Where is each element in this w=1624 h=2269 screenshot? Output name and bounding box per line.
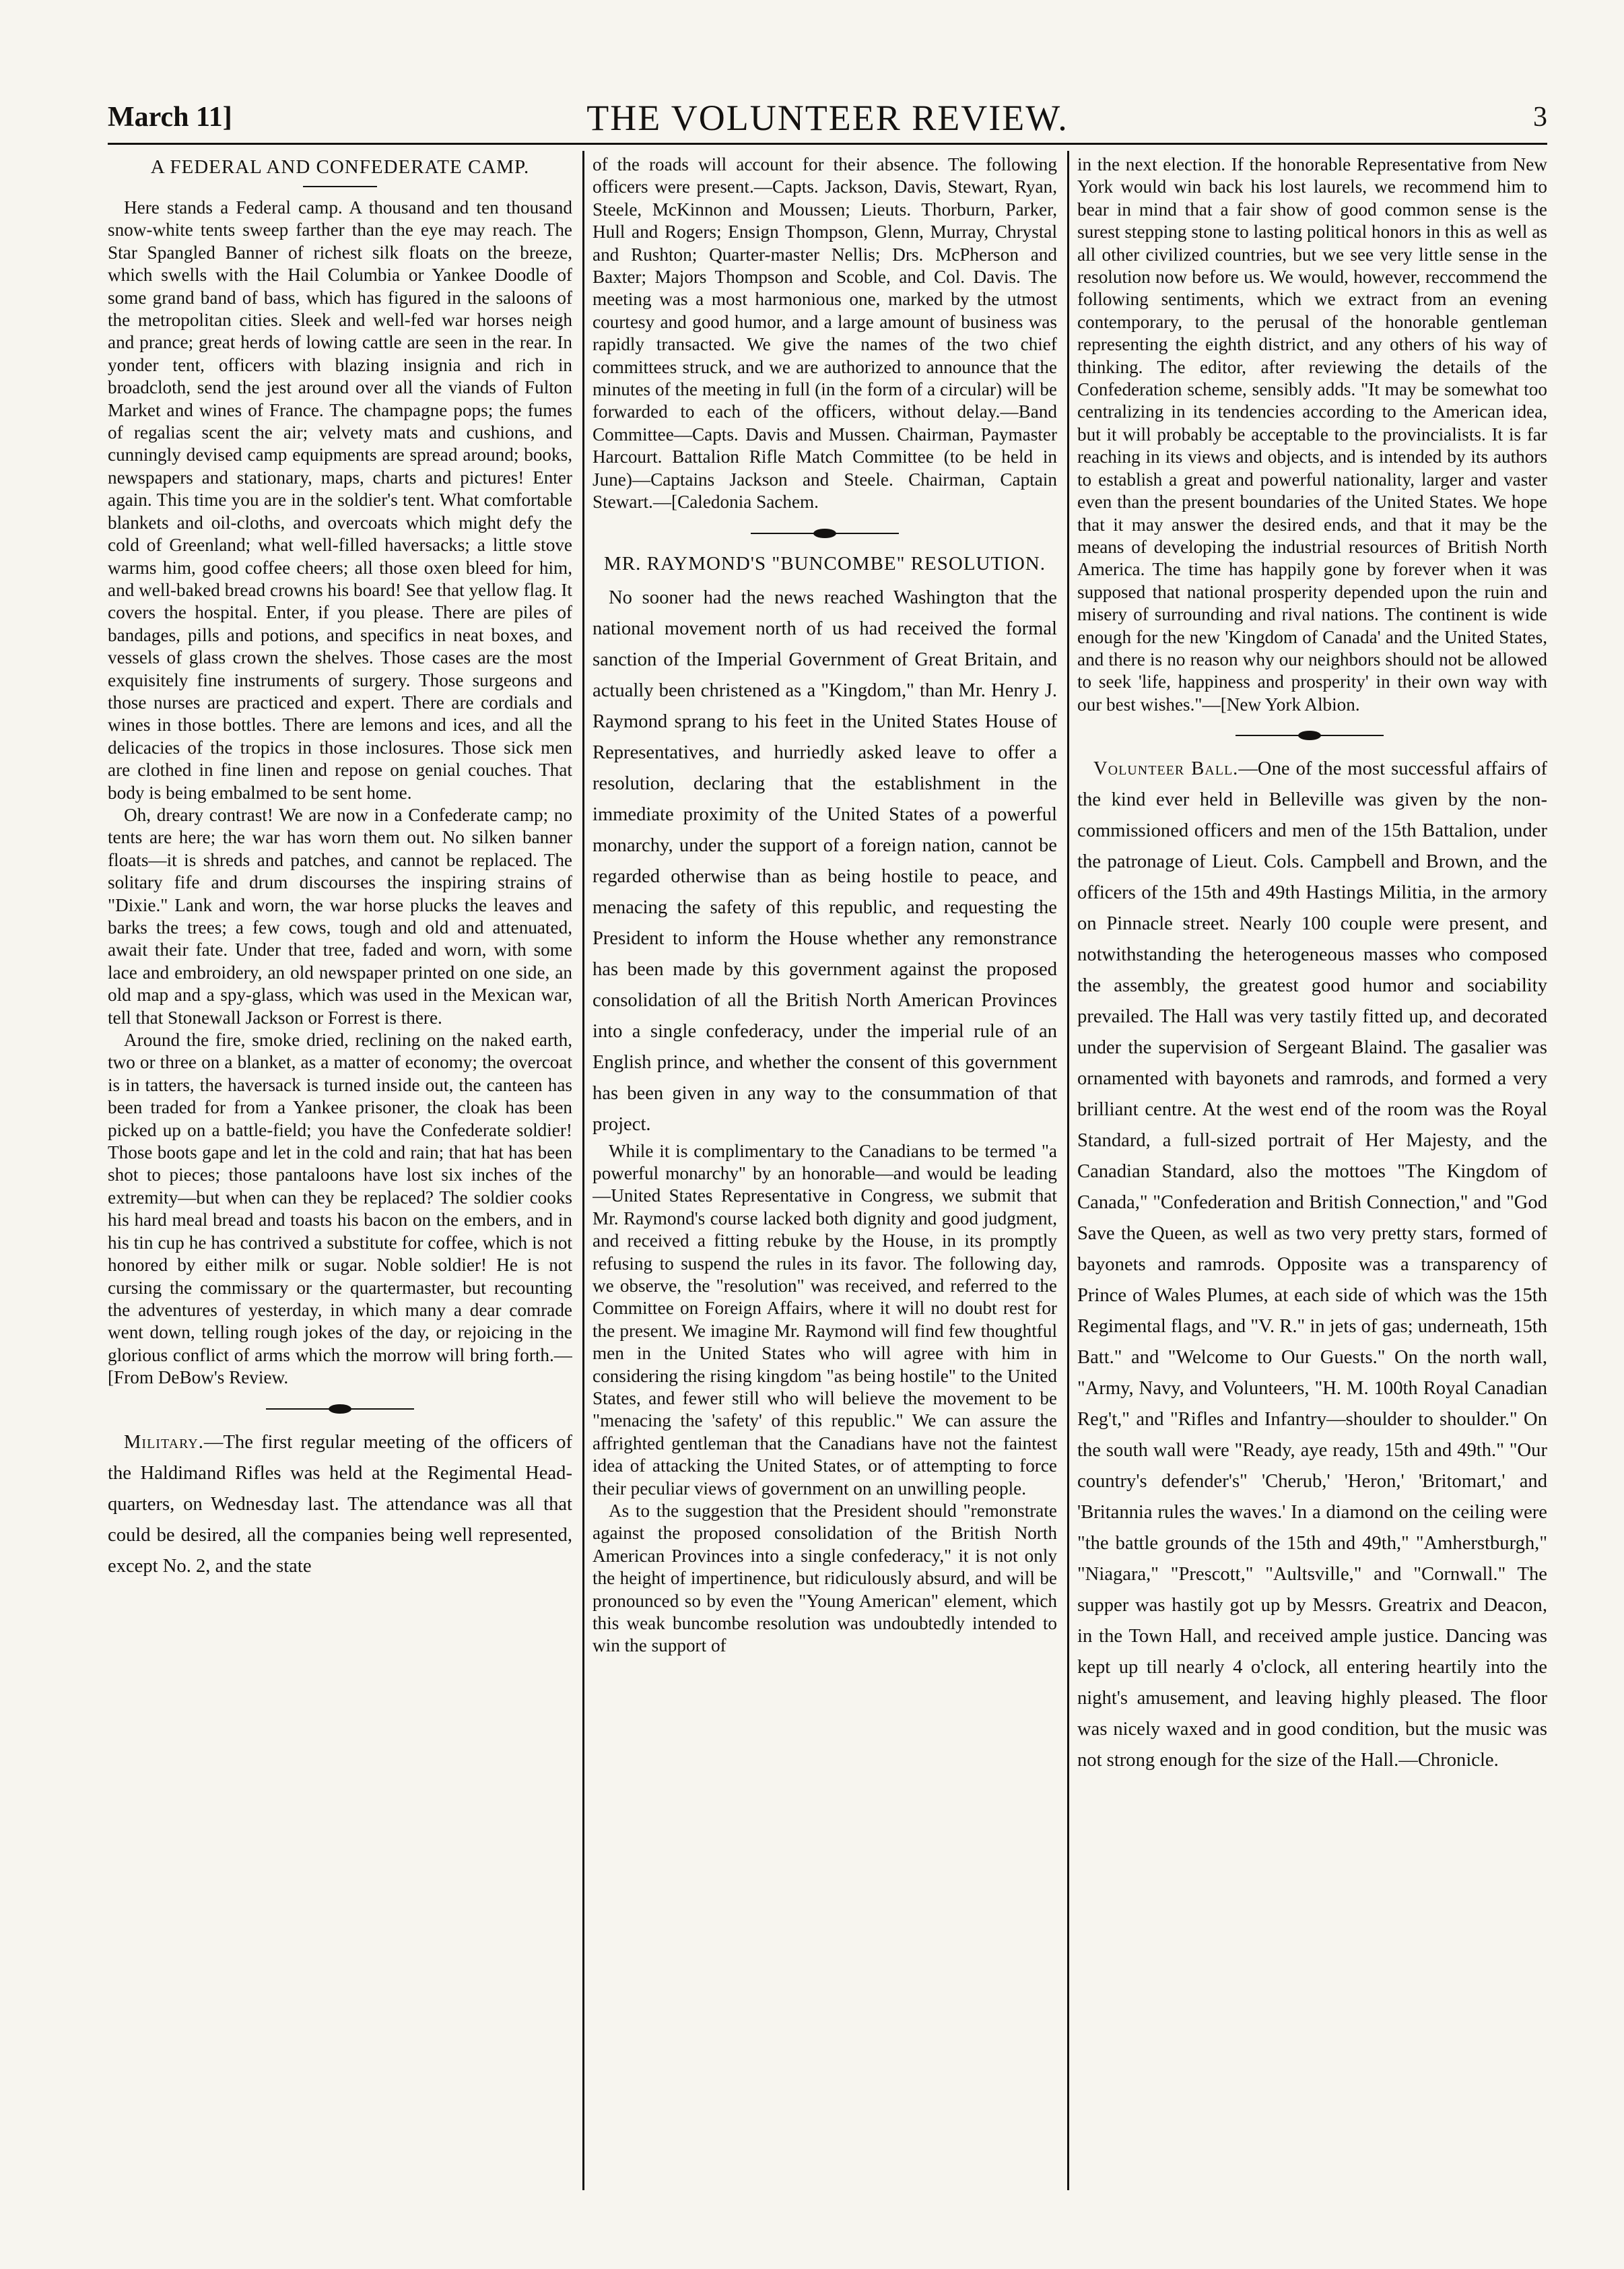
ball-notice <box>1077 754 1547 1776</box>
column-3 <box>1077 154 1547 2188</box>
section-ornament <box>1077 731 1547 740</box>
masthead <box>108 98 1547 141</box>
ball-text: —One of the most successful affairs of the kind ever held in Belleville was given by the non-commissioned officers and men of the 15th Battalion, under the patronage of Lieut. Cols. Campbell and Brown, and the officers of the 15th and 49th Hastings Militia, in the armory on Pinnacle street. Nearly 100 couple were present, and notwithstanding the heterogeneous masses who composed the assembly, the greatest good humor and sociability prevailed. The Hall was very tastily fitted up, and decorated under the supervision of Sergeant Blaind. The gasalier was ornamented with bayonets and ramrods, and formed a very brilliant centre. At the west end of the room was the Royal Standard, a full-sized portrait of Her Majesty, and the Canadian Standard, also the mottoes "The Kingdom of Canada," "Confederation and British Connection," and "God Save the Queen, as well as two very pretty stars, formed of bayonets and ramrods. Opposite was a transparency of Prince of Wales Plumes, at each side of which was the 15th Regimental flags, and "V. R." in jets of gas; underneath, 15th Batt." and "Welcome to Our Guests." On the north wall, "Army, Navy, and Volunteers, "H. M. 100th Royal Canadian Reg't," and "Rifles and Infantry—shoulder to shoulder." On the south wall were "Ready, aye ready, 15th and 49th." "Our country's defender's" 'Cherub,' 'Heron,' 'Britomart,' and 'Britannia rules the waves.' In a diamond on the ceiling were "the battle grounds of the 15th and 49th," "Amherstburgh," "Niagara," "Prescott," "Aultsville," and "Cornwall." The supper was hastily got up by Messrs. Greatrix and Deacon, in the Town Hall, and received ample justice. Dancing was kept up till nearly 4 o'clock, all entering heartily into the night's amusement, and leaving highly pleased. The floor was nicely waxed and in good condition, but the music was not strong enough for the size of the Hall.—Chronicle. <box>1077 758 1547 1771</box>
article-heading: A FEDERAL AND CONFEDERATE CAMP. <box>150 156 530 178</box>
military-text: —The first regular meeting of the officers of the Haldimand Rifles was held at the Regimental Head-quarters, on Wednesday last. The attendance was all that could be desired, all the companies being well represented, except No. 2, and the state <box>108 1431 572 1577</box>
runin-title: Military. <box>124 1431 204 1453</box>
article-paragraph: No sooner had the news reached Washington that the national movement north of us had received the formal sanction of the Imperial Government of Great Britain, and actually been christened as a "Kingdom," than Mr. Henry J. Raymond sprang to his feet in the United States House of Representatives, and hurriedly asked leave to offer a resolution, declaring that the establishment in the immediate proximity of the United States of a powerful monarchy, under the support of a foreign nation, cannot be regarded otherwise than as being hostile to peace, and menacing the safety of this republic, and requesting the President to inform the House whether any remonstrance has been made by this government against the proposed consolidation of all the British North American Provinces into a single confederacy, under the imperial rule of an English prince, and whether the consent of this government has been given in any way to the consummation of that project. <box>593 587 1057 1135</box>
column-2 <box>593 154 1057 2188</box>
runin-title: Volunteer Ball. <box>1093 758 1239 780</box>
heading-rule <box>303 186 377 187</box>
article-paragraph: As to the suggestion that the President should "remonstrate against the proposed consolidation of the British North American Provinces into a single confederacy," it is not only the height of impertinence, but ridiculously absurd, and will be pronounced so by even the "Young American" element, which this weak buncombe resolution was undoubtedly intended to win the support of <box>593 1501 1057 1656</box>
article-paragraph: Here stands a Federal camp. A thousand and ten thousand snow-white tents sweep farther than the eye may reach. The Star Spangled Banner of richest silk floats on the breeze, which swells with the Hail Columbia or Yankee Doodle of some grand band of bass, which has figured in the saloons of the metropolitan cities. Sleek and well-fed war horses neigh and prance; great herds of lowing cattle are seen in the rear. In yonder tent, officers with blazing insignia and rich in broadcloth, send the jest around over all the viands of Fulton Market and wines of France. The champagne pops; the fumes of regalias scent the air; velvety mats and cushions, and cunningly devised camp equipments are spread around; books, newspapers and stationary, maps, charts and pictures! Enter again. This time you are in the soldier's tent. What comfortable blankets and oil-cloths, and overcoats which might defy the cold of Greenland; what well-filled haversacks; a little stove warms him, good coffee cheers; all those oxen bleed for him, and well-baked bread crowns his board! See that yellow flag. It covers the hospital. Enter, if you please. There are piles of bandages, pills and potions, and specifics in neat boxes, and vessels of glass crown the shelves. Those cases are the most exquisitely fine instruments of surgery. Those surgeons and those nurses are practiced and expert. There are cordials and wines in those bottles. There are lemons and ices, and all the delicacies of the tropics in those inclosures. Those sick men are clothed in fine linen and repose on genial couches. That body is being embalmed to be sent home. <box>108 197 572 803</box>
article-heading: MR. RAYMOND'S "BUNCOMBE" RESOLUTION. <box>604 552 1046 574</box>
military-notice <box>108 1427 572 1582</box>
column-1 <box>108 154 572 2188</box>
masthead-rule <box>108 143 1547 145</box>
column-rule <box>582 151 584 2190</box>
publication-title: THE VOLUNTEER REVIEW. <box>586 98 1069 138</box>
article-paragraph: in the next election. If the honorable Representative from New York would win back his lost laurels, we recommend him to bear in mind that a fair show of good common sense is the surest stepping stone to lasting political honors in this as well as all other civilized countries, but we see very little sense in the resolution now before us. We would, however, reccommend the following sentiments, which we extract from an evening contemporary, to the perusal of the honorable gentleman representing the eighth district, and any others of his way of thinking. The editor, after reviewing the details of the Confederation scheme, sensibly adds. "It may be somewhat too centralizing in its tendencies according to the American idea, but it will probably be acceptable to the provincialists. It is far reaching in its views and objects, and is intended by its authors to establish a great and powerful nationality, larger and vaster even than the present boundaries of the United States. We hope that it may answer the desired ends, and that it may be the means of developing the industrial resources of British North America. The time has happily gone by forever when it was supposed that national prosperity depended upon the ruin and misery of surrounding and rival nations. The continent is wide enough for the new 'Kingdom of Canada' and the United States, and there is no reason why our neighbors should not be allowed to seek 'life, happiness and prosperity' in their own way with our best wishes."—[New York Albion. <box>1077 154 1547 715</box>
article-paragraph: While it is complimentary to the Canadians to be termed "a powerful monarchy" by an honorable—and would be leading—United States Representative in Congress, we submit that Mr. Raymond's course lacked both dignity and good judgment, and received a fitting rebuke by the House, in its promptly refusing to suspend the rules in its favor. The following day, we observe, the "resolution" was received, and referred to the Committee on Foreign Affairs, where it will no doubt rest for the present. We imagine Mr. Raymond will find few thoughtful men in the United States who will agree with him in considering the rising kingdom "as being hostile" to the United States, and fewer still who will believe the movement to be "menacing the 'safety' of this republic." We can assure the affrighted gentleman that the Canadians have not the faintest idea of attacking the United States, or of attempting to force their peculiar views of government on an unwilling people. <box>593 1140 1057 1499</box>
article-paragraph: Oh, dreary contrast! We are now in a Confederate camp; no tents are here; the war has worn them out. No silken banner floats—it is shreds and patches, and cannot be replaced. The solitary fife and drum discourses the inspiring strains of "Dixie." Lank and worn, the war horse plucks the leaves and barks the trees; a few cows, tough and old and attenuated, await their fate. Under that tree, faded and worn, with some lace and embroidery, an old newspaper printed on one side, an old map and a spy-glass, which was used in the Mexican war, tell that Stonewall Jackson or Forrest is there. <box>108 804 572 1028</box>
article-paragraph: Around the fire, smoke dried, reclining on the naked earth, two or three on a blanket, as a matter of economy; the overcoat is in tatters, the haversack is turned inside out, the canteen has been traded for from a Yankee prisoner, the cloak has been picked up on a battle-field; you have the Confederate soldier! Those boots gape and let in the cold and rain; that hat has been shot to pieces; those pantaloons have lost six inches of the extremity—but when can they be replaced? The soldier cooks his hard meal bread and toasts his bacon on the embers, and in his tin cup he has contrived a substitute for coffee, which is not honored by either milk or sugar. Noble soldier! He is not cursing the commissary or the quartermaster, but recounting the adventures of yesterday, in which many a dear comrade went down, telling rough jokes of the day, or rejoicing in the glorious conflict of arms which the morrow will bring forth.—[From DeBow's Review. <box>108 1030 572 1388</box>
issue-date: March 11] <box>108 102 232 133</box>
column-rule <box>1067 151 1069 2190</box>
section-ornament <box>108 1404 572 1414</box>
section-ornament <box>593 529 1057 538</box>
page-number: 3 <box>1533 102 1547 133</box>
article-paragraph: of the roads will account for their absence. The following officers were present.—Capts. Jackson, Davis, Stewart, Ryan, Steele, McKinnon and Moussen; Lieuts. Thorburn, Parker, Hull and Rogers; Ensign Thompson, Glenn, Murray, Chrystal and Rushton; Quarter-master Nellis; Drs. McPherson and Baxter; Majors Thompson and Scoble, and Col. Davis. The meeting was a most harmonious one, marked by the utmost courtesy and good humor, and a large amount of business was rapidly transacted. We give the names of the two chief committees struck, and we are authorized to announce that the minutes of the meeting in full (in the form of a circular) will be forwarded to each of the officers, without delay.—Band Committee—Capts. Davis and Mussen. Chairman, Paymaster Harcourt. Battalion Rifle Match Committee (to be held in June)—Captains Jackson and Steele. Chairman, Captain Stewart.—[Caledonia Sachem. <box>593 154 1057 513</box>
